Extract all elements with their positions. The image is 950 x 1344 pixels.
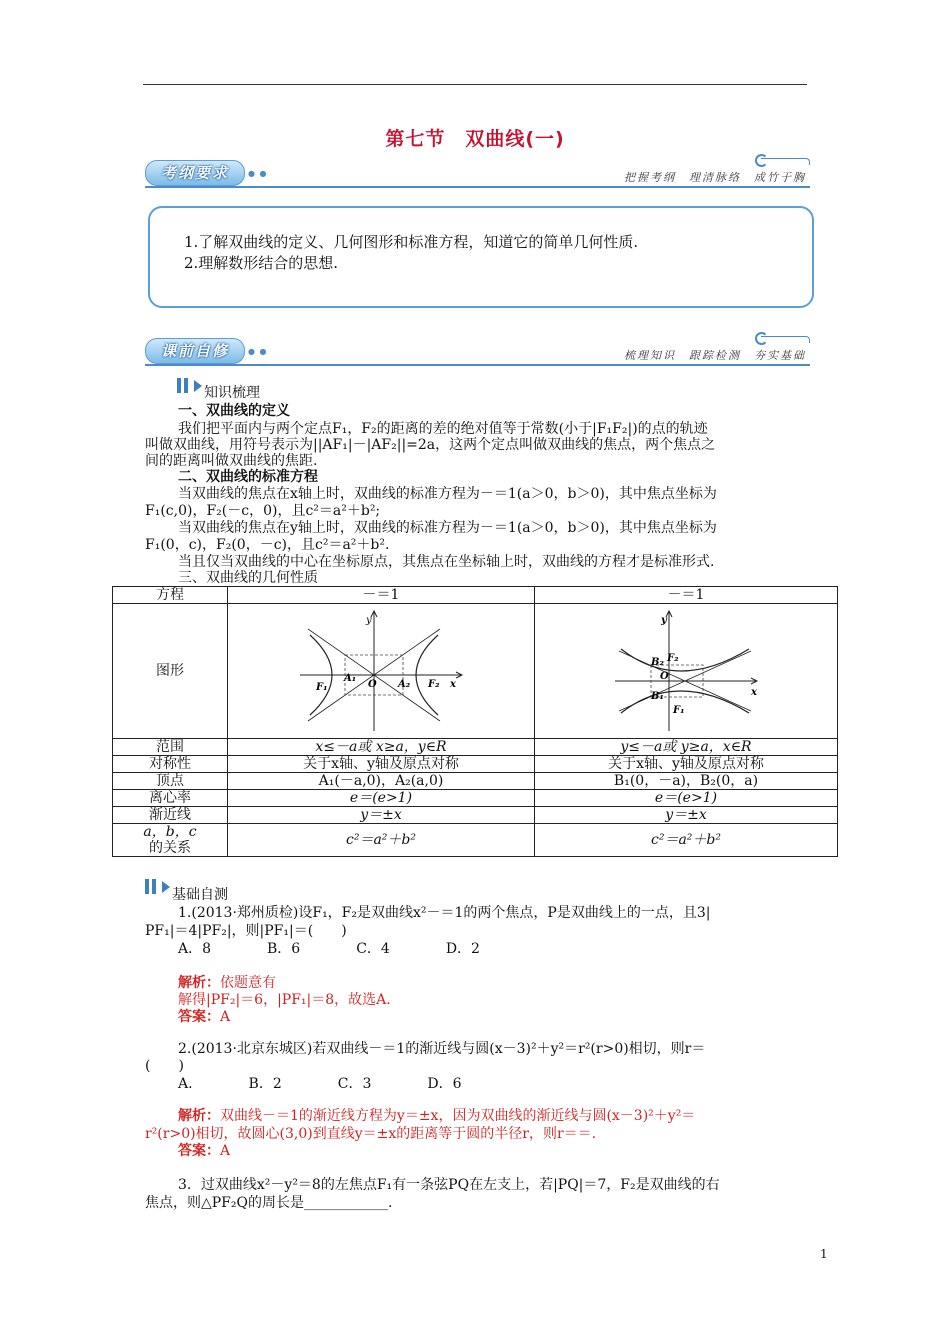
table-row	[113, 807, 838, 824]
section-title: 三、双曲线的几何性质	[178, 570, 318, 586]
solution-text: 双曲线－＝1的渐近线方程为y＝±x，因为双曲线的渐近线与圆(x－3)²＋y²＝	[220, 1108, 696, 1124]
solution-line: 解得|PF₂|＝6，|PF₁|＝8，故选A.	[178, 992, 391, 1008]
table-row	[113, 756, 838, 773]
cell-y-axis: y＝±x	[535, 807, 838, 824]
question-line: 1.(2013·郑州质检)设F₁，F₂是双曲线x²－＝1的两个焦点，P是双曲线上的一点，且3|	[178, 905, 711, 921]
row-label: 方程	[113, 587, 228, 604]
question-options: A．8 B．6 C．4 D．2	[178, 941, 480, 957]
cell-x-axis: y＝±x	[228, 807, 535, 824]
paragraph-line: 叫做双曲线，用符号表示为||AF₁|－|AF₂||=2a，这两个定点叫做双曲线的焦点，两个焦点之	[145, 437, 716, 453]
banner-tag: 课前自修	[145, 338, 245, 364]
solution-line: r²(r>0)相切，故圆心(3,0)到直线y＝±x的距离等于圆的半径r，则r＝＝.	[145, 1126, 597, 1142]
point-label: O	[660, 671, 669, 682]
hyperbola-x-figure	[296, 605, 466, 733]
table-row	[113, 604, 838, 739]
answer-line	[178, 1142, 230, 1160]
banner-arc	[761, 336, 810, 343]
table-row	[113, 790, 838, 807]
answer-text: A	[220, 1009, 231, 1025]
cell-y-axis: e＝(e>1)	[535, 790, 838, 807]
axis-label: x	[450, 679, 456, 690]
answer-label: 答案：	[178, 1143, 220, 1159]
axis-label: y	[366, 615, 372, 626]
dots-icon: ● ●	[248, 169, 268, 178]
point-label: B₁	[651, 691, 664, 702]
row-label	[113, 824, 228, 857]
banner-tag: 考纲要求	[145, 160, 245, 186]
properties-table	[112, 586, 838, 857]
banner-preview	[145, 338, 810, 366]
cell-x-axis: x≤－a或 x≥a，y∈R	[228, 739, 535, 756]
banner-bar	[145, 186, 810, 188]
paragraph-line: 当且仅当双曲线的中心在坐标原点，其焦点在坐标轴上时，双曲线的方程才是标准形式.	[178, 554, 715, 570]
page-number: 1	[820, 1247, 828, 1261]
requirement-item: 2.理解数形结合的思想.	[184, 254, 339, 272]
solution-label: 解析：	[178, 975, 220, 991]
point-label: A₂	[398, 679, 411, 690]
question-line: 焦点，则△PF₂Q的周长是____________.	[145, 1195, 393, 1211]
row-label: 范围	[113, 739, 228, 756]
cell-y-axis: y≤－a或 y≥a，x∈R	[535, 739, 838, 756]
cell-y-axis: B₁(0，－a)，B₂(0，a)	[535, 773, 838, 790]
paragraph-line: 当双曲线的焦点在x轴上时，双曲线的标准方程为－＝1(a＞0，b＞0)，其中焦点坐标为	[178, 486, 717, 502]
paragraph-line: 间的距离叫做双曲线的焦距.	[145, 453, 318, 469]
row-label: 渐近线	[113, 807, 228, 824]
table-row	[113, 824, 838, 857]
cell-y-axis: 关于x轴、y轴及原点对称	[535, 756, 838, 773]
solution-line	[178, 1107, 695, 1125]
table-row	[113, 587, 838, 604]
paragraph-line: F₁(c,0)，F₂(－c，0)，且c²＝a²＋b²;	[145, 503, 381, 519]
section-marker-icon	[145, 879, 169, 894]
cell-y-axis: －＝1	[535, 587, 838, 604]
header-rule	[143, 84, 807, 85]
axis-label: x	[751, 687, 757, 698]
answer-text: A	[220, 1143, 231, 1159]
banner-subtitle: 梳理知识 跟踪检测 夯实基础	[624, 349, 806, 362]
paragraph-line: 我们把平面内与两个定点F₁，F₂的距离的差的绝对值等于常数(小于|F₁F₂|)的点的轨迹	[178, 421, 708, 437]
banner-bar	[145, 364, 810, 366]
table-row	[113, 773, 838, 790]
question-line: 2.(2013·北京东城区)若双曲线－＝1的渐近线与圆(x－3)²＋y²＝r²(r>0)相切，则r＝	[178, 1041, 706, 1057]
paragraph-line: 当双曲线的焦点在y轴上时，双曲线的标准方程为－＝1(a＞0，b＞0)，其中焦点坐标为	[178, 520, 717, 536]
row-label: 离心率	[113, 790, 228, 807]
answer-line	[178, 1008, 230, 1026]
row-label-line: a，b，c	[143, 824, 197, 840]
point-label: B₂	[651, 657, 664, 668]
banner-subtitle: 把握考纲 理清脉络 成竹于胸	[624, 171, 806, 184]
cell-y-axis: c²＝a²＋b²	[535, 824, 838, 857]
point-label: F₁	[673, 705, 685, 716]
point-label: A₁	[344, 673, 357, 684]
table-row	[113, 739, 838, 756]
row-label-line: 的关系	[149, 840, 191, 856]
banner-syllabus	[145, 160, 810, 188]
row-label: 对称性	[113, 756, 228, 773]
section-title: 二、双曲线的标准方程	[178, 469, 318, 485]
banner-arc	[761, 158, 810, 165]
hyperbola-y-figure	[611, 605, 761, 733]
answer-label: 答案：	[178, 1009, 220, 1025]
point-label: F₁	[316, 682, 328, 693]
section-title: 一、双曲线的定义	[178, 403, 290, 419]
question-line: ( )	[145, 1058, 184, 1074]
cell-x-axis: 关于x轴、y轴及原点对称	[228, 756, 535, 773]
page-title: 第七节 双曲线(一)	[385, 128, 565, 150]
question-options: A. B．2 C．3 D．6	[178, 1076, 462, 1092]
cell-x-axis: －＝1	[228, 587, 535, 604]
row-label: 顶点	[113, 773, 228, 790]
knowledge-heading: 知识梳理	[204, 385, 260, 401]
question-line: PF₁|＝4|PF₂|，则|PF₁|＝( )	[145, 923, 347, 939]
point-label: O	[368, 679, 377, 690]
selftest-heading: 基础自测	[172, 887, 228, 903]
solution-label: 解析：	[178, 1108, 220, 1124]
solution-line	[178, 974, 276, 992]
requirement-item: 1.了解双曲线的定义、几何图形和标准方程，知道它的简单几何性质.	[184, 233, 639, 251]
solution-text: 依题意有	[220, 975, 276, 991]
point-label: F₂	[667, 653, 679, 664]
question-line: 3．过双曲线x²－y²＝8的左焦点F₁有一条弦PQ在左支上，若|PQ|＝7，F₂是双曲线的右	[178, 1177, 720, 1193]
cell-x-axis: e＝(e>1)	[228, 790, 535, 807]
axis-label: y	[661, 615, 667, 626]
dots-icon: ● ●	[248, 347, 268, 356]
row-label: 图形	[113, 604, 228, 739]
figure-cell-x	[228, 604, 535, 739]
cell-x-axis: c²＝a²＋b²	[228, 824, 535, 857]
figure-cell-y	[535, 604, 838, 739]
section-marker-icon	[177, 378, 201, 393]
point-label: F₂	[428, 679, 440, 690]
cell-x-axis: A₁(－a,0)，A₂(a,0)	[228, 773, 535, 790]
paragraph-line: F₁(0，c)，F₂(0，－c)，且c²＝a²＋b².	[145, 537, 390, 553]
